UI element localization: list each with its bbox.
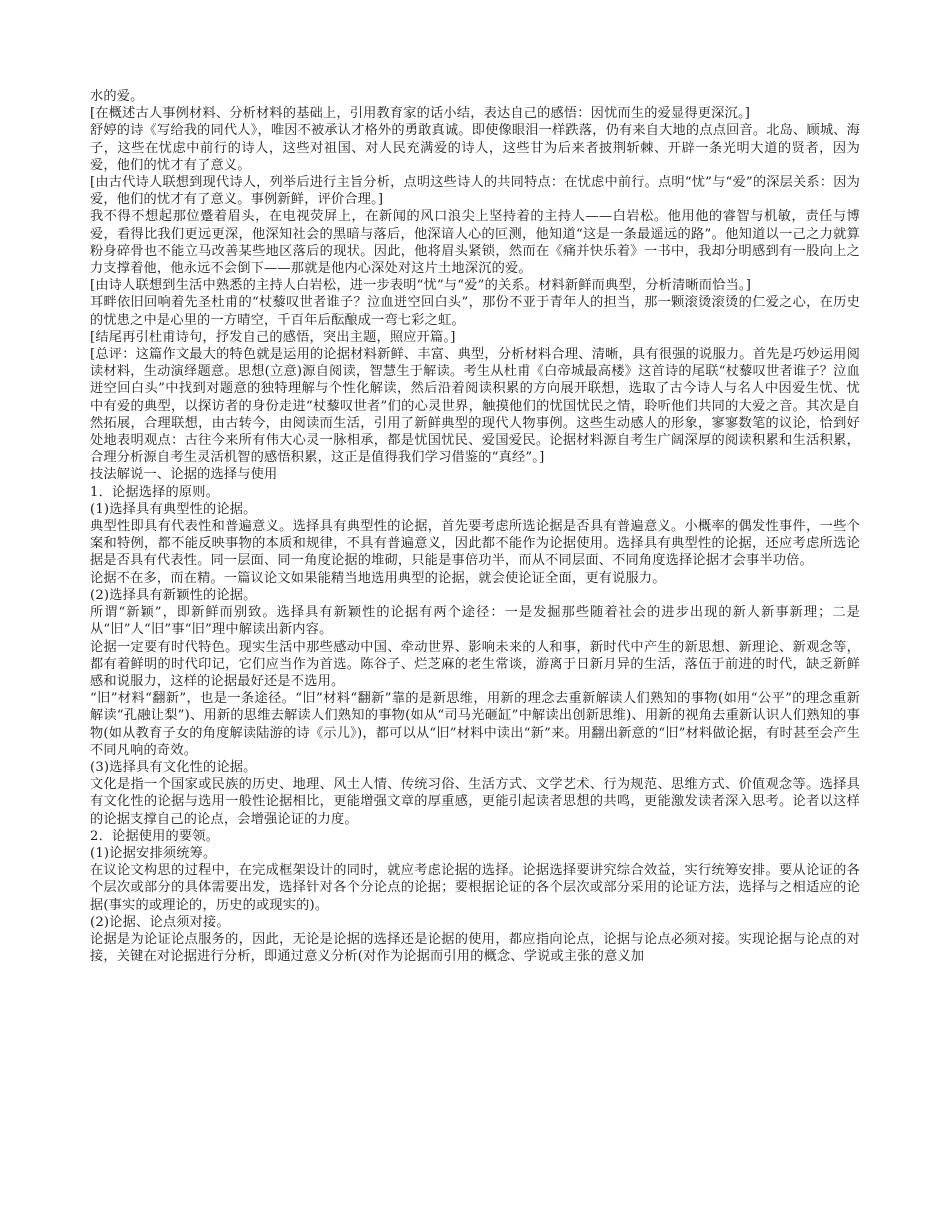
paragraph: [总评：这篇作文最大的特色就是运用的论据材料新鲜、丰富、典型，分析材料合理、清晰，具有很强的说服力。首先是巧妙运用阅读材料，生动演绎题意。思想(立意)源自阅读，智慧生于解读。考生从杜甫《白帝城最高楼》这首诗的尾联“杖藜叹世者谁子？泣血迸空回白头”中找到对题意的独特理解与个性化解读，然后沿着阅读积累的方向展开联想，选取了古今诗人与名人中因爱生忧、忧中有爱的典型，以探访者的身份走进“杖藜叹世者”们的心灵世界，触摸他们的忧国忧民之情，聆听他们共同的大爱之音。其次是自然拓展，合理联想，由古转今，由阅读而生活，引用了新鲜典型的现代人物事例。这些生动感人的形象，寥寥数笔的议论，恰到好处地表明观点：古往今来所有伟大心灵一脉相承，都是忧国忧民、爱国爱民。论据材料源自考生广阔深厚的阅读积累和生活积累，合理分析源自考生灵活机智的感悟积累，这正是值得我们学习借鉴的“真经”。] — [90, 347, 860, 466]
paragraph: [结尾再引杜甫诗句，抒发自己的感悟，突出主题，照应开篇。] — [90, 329, 456, 345]
paragraph: 水的爱。 — [90, 89, 144, 104]
paragraph: 2．论据使用的要领。 — [90, 828, 220, 844]
paragraph: (2)选择具有新颖性的论据。 — [90, 587, 257, 603]
paragraph: (3)选择具有文化性的论据。 — [90, 759, 257, 775]
paragraph: 舒婷的诗《写给我的同代人》，唯因不被承认才格外的勇敢真诚。即使像眼泪一样跌落，仍有来自大地的点点回音。北岛、顾城、海子，这些在忧虑中前行的诗人，这些对祖国、对人民充满爱的诗人，这些甘为后来者披荆斩棘、开辟一条光明大道的贤者，因为爱，他们的忧才有了意义。 — [90, 123, 860, 173]
document-body — [90, 88, 860, 965]
paragraph: 技法解说一、论据的选择与使用 — [90, 467, 278, 483]
paragraph: 论据不在多，而在精。一篇议论文如果能精当地选用典型的论据，就会使论证全面，更有说服力。 — [90, 570, 666, 586]
paragraph: 论据是为论证论点服务的，因此，无论是论据的选择还是论据的使用，都应指向论点，论据与论点必须对接。实现论据与论点的对接，关键在对论据进行分析，即通过意义分析(对作为论据而引用的概念、学说或主张的意义加 — [90, 931, 860, 965]
paragraph: (2)论据、论点须对接。 — [90, 914, 230, 930]
paragraph: 典型性即具有代表性和普遍意义。选择具有典型性的论据，首先要考虑所选论据是否具有普遍意义。小概率的偶发性事件，一些个案和特例，都不能反映事物的本质和规律，不具有普遍意义，因此都不能作为论据使用。选择具有典型性的论据，还应考虑所选论据是否具有代表性。同一层面、同一角度论据的堆砌，只能是事倍功半，而从不同层面、不同角度选择论据才会事半功倍。 — [90, 519, 860, 569]
paragraph: 所谓“新颖”，即新鲜而别致。选择具有新颖性的论据有两个途径：一是发掘那些随着社会的进步出现的新人新事新理；二是从“旧”人“旧”事“旧”理中解读出新内容。 — [90, 605, 860, 638]
paragraph: “旧”材料“翻新”，也是一条途径。“旧”材料“翻新”靠的是新思维，用新的理念去重新解读人们熟知的事物(如用“公平”的理念重新解读“孔融让梨”)、用新的思维去解读人们熟知的事物(如从“司马光砸缸”中解读出创新思维)、用新的视角去重新认识人们熟知的事物(如从教育子女的角度解读陆游的诗《示儿》)，都可以从“旧”材料中读出“新”来。用翻出新意的“旧”材料做论据，有时甚至会产生不同凡响的奇效。 — [90, 691, 860, 758]
paragraph: 耳畔依旧回响着先圣杜甫的“杖藜叹世者谁子？泣血迸空回白头”，那份不亚于青年人的担当，那一颗滚烫滚烫的仁爱之心，在历史的忧患之中是心里的一方晴空，千百年后酝酿成一弯七彩之虹。 — [90, 295, 860, 328]
paragraph: (1)选择具有典型性的论据。 — [90, 501, 257, 517]
paragraph: 我不得不想起那位蹙着眉头，在电视荧屏上，在新闻的风口浪尖上坚持着的主持人——白岩松。他用他的睿智与机敏，责任与博爱，看得比我们更远更深，他深知社会的黑暗与落后，他深谙人心的叵测，他知道“这是一条最遥远的路”。他知道以一己之力就算粉身碎骨也不能立马改善某些地区落后的现状。因此，他将眉头紧锁，然而在《痛并快乐着》一书中，我却分明感到有一股向上之力支撑着他，他永远不会倒下——那就是他内心深处对这片土地深沉的爱。 — [90, 209, 860, 277]
paragraph: [在概述古人事例材料、分析材料的基础上，引用教育家的话小结，表达自己的感悟：因忧而生的爱显得更深沉。] — [90, 106, 751, 122]
paragraph: 1．论据选择的原则。 — [90, 484, 220, 500]
paragraph: 在议论文构思的过程中，在完成框架设计的同时，就应考虑论据的选择。论据选择要讲究综合效益，实行统筹安排。要从论证的各个层次或部分的具体需要出发，选择针对各个分论点的论据；要根据论证的各个层次或部分采用的论证方法，选择与之相适应的论据(事实的或理论的，历史的或现实的)。 — [90, 863, 860, 913]
paragraph: [由古代诗人联想到现代诗人，列举后进行主旨分析，点明这些诗人的共同特点：在忧虑中前行。点明“忧”与“爱”的深层关系：因为爱，他们的忧才有了意义。事例新鲜，评价合理。] — [90, 175, 860, 208]
paragraph: [由诗人联想到生活中熟悉的主持人白岩松，进一步表明“忧”与“爱”的关系。材料新鲜而典型，分析清晰而恰当。] — [90, 278, 752, 294]
paragraph: 论据一定要有时代特色。现实生活中那些感动中国、牵动世界、影响未来的人和事，新时代中产生的新思想、新理论、新观念等，都有着鲜明的时代印记，它们应当作为首选。陈谷子、烂芝麻的老生常谈，游离于日新月异的生活，落伍于前进的时代，缺乏新鲜感和说服力，这样的论据最好还是不选用。 — [90, 639, 860, 689]
paragraph: 文化是指一个国家或民族的历史、地理、风土人情、传统习俗、生活方式、文学艺术、行为规范、思维方式、价值观念等。选择具有文化性的论据与选用一般性论据相比，更能增强文章的厚重感，更能引起读者思想的共鸣，更能激发读者深入思考。论者以这样的论据支撑自己的论点，会增强论证的力度。 — [90, 777, 860, 827]
paragraph: (1)论据安排须统筹。 — [90, 845, 217, 861]
